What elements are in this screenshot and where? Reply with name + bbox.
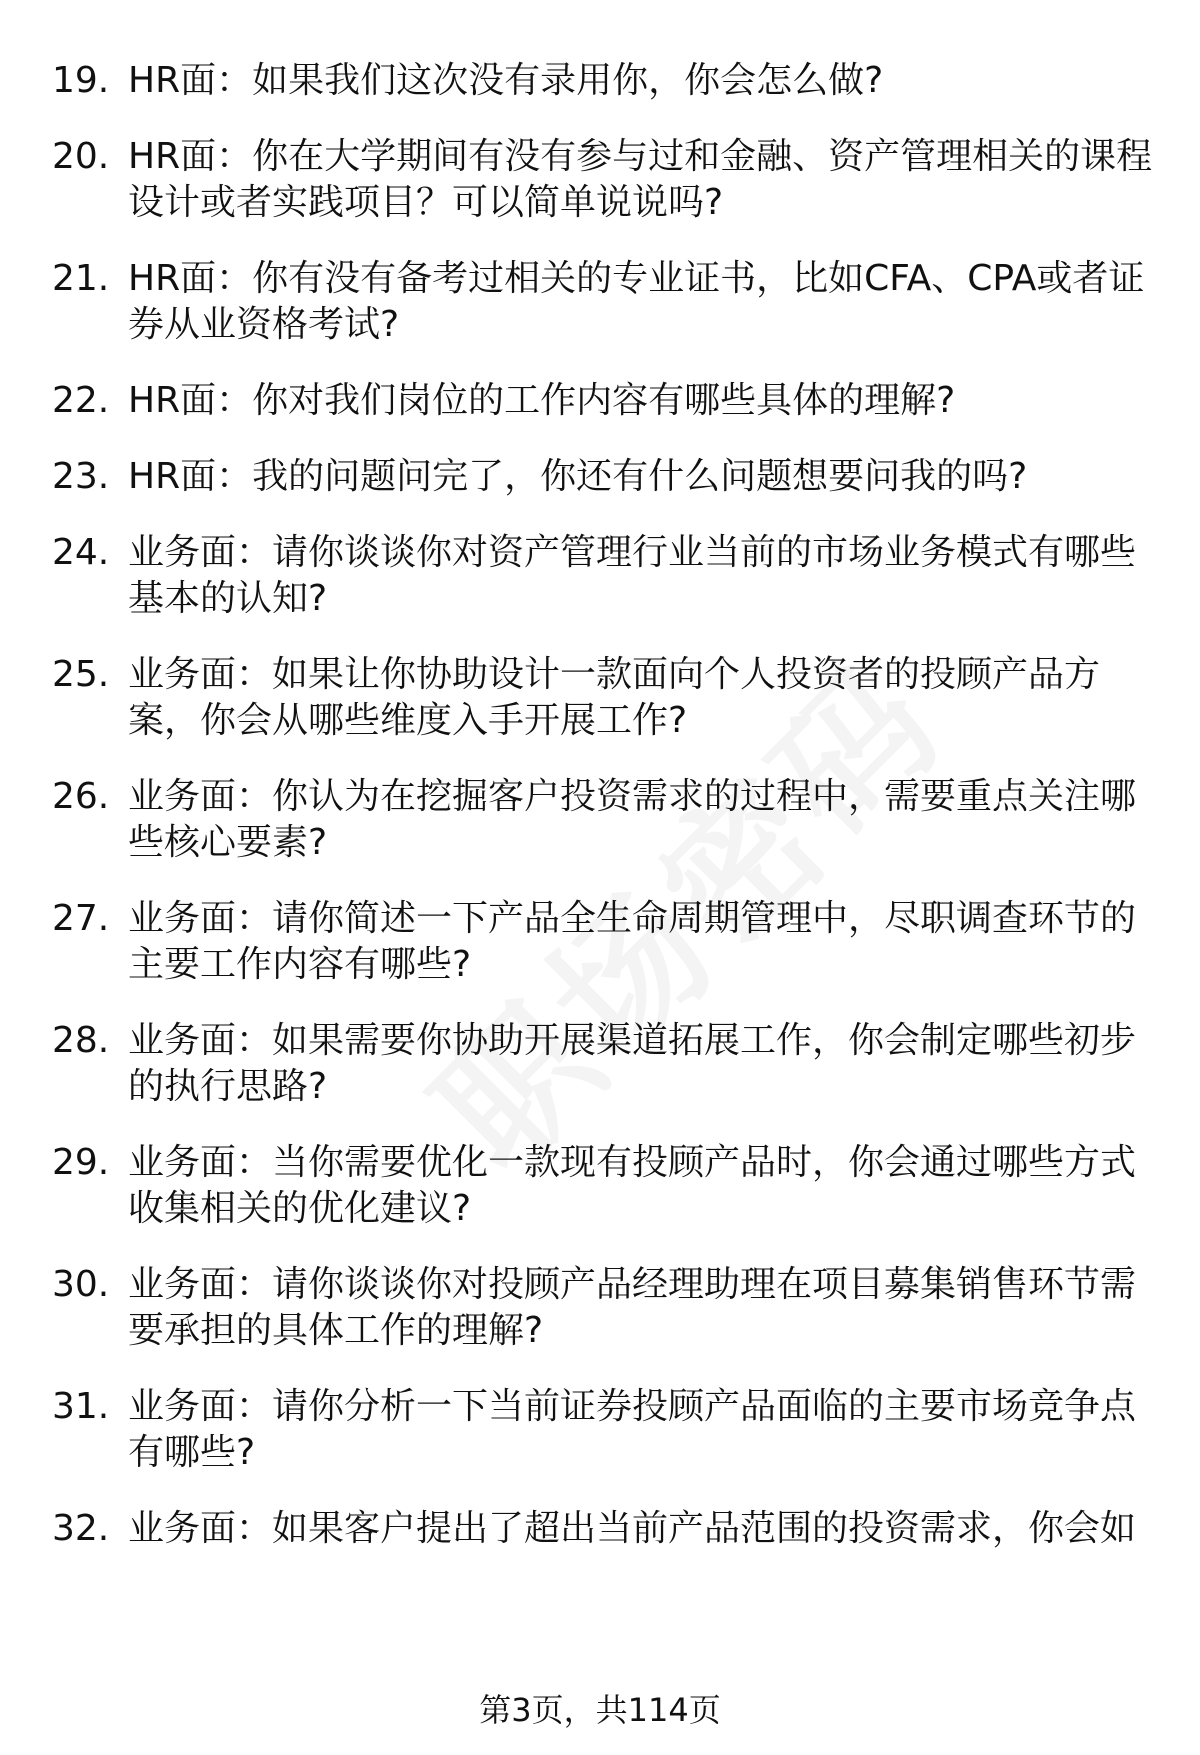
question-number: 28.	[52, 1020, 110, 1061]
question-item	[0, 1262, 1200, 1354]
question-text: 业务面：如果需要你协助开展渠道拓展工作，你会制定哪些初步的执行思路?	[128, 1020, 1137, 1107]
question-item	[0, 774, 1200, 866]
question-item	[0, 58, 1200, 104]
question-item	[0, 652, 1200, 744]
question-number: 20.	[52, 136, 110, 177]
question-number: 19.	[52, 60, 110, 101]
question-text: 业务面：如果客户提出了超出当前产品范围的投资需求，你会如	[128, 1508, 1137, 1549]
question-number: 24.	[52, 532, 110, 573]
question-number: 23.	[52, 456, 110, 497]
question-number: 25.	[52, 654, 110, 695]
question-text: HR面：你对我们岗位的工作内容有哪些具体的理解?	[128, 380, 956, 421]
question-text: 业务面：当你需要优化一款现有投顾产品时，你会通过哪些方式收集相关的优化建议?	[128, 1142, 1137, 1229]
question-item	[0, 134, 1200, 226]
question-text: 业务面：请你简述一下产品全生命周期管理中，尽职调查环节的主要工作内容有哪些?	[128, 898, 1137, 985]
question-number: 29.	[52, 1142, 110, 1183]
question-item	[0, 454, 1200, 500]
question-text: HR面：你有没有备考过相关的专业证书，比如CFA、CPA或者证券从业资格考试?	[128, 258, 1145, 345]
question-text: 业务面：请你分析一下当前证券投顾产品面临的主要市场竞争点有哪些?	[128, 1386, 1137, 1473]
question-item	[0, 1506, 1200, 1552]
question-item	[0, 530, 1200, 622]
question-text: HR面：如果我们这次没有录用你，你会怎么做?	[128, 60, 884, 101]
question-text: HR面：我的问题问完了，你还有什么问题想要问我的吗?	[128, 456, 1028, 497]
question-item	[0, 896, 1200, 988]
question-number: 31.	[52, 1386, 110, 1427]
question-item	[0, 1384, 1200, 1476]
question-item	[0, 378, 1200, 424]
question-text: HR面：你在大学期间有没有参与过和金融、资产管理相关的课程设计或者实践项目？可以简单说说吗?	[128, 136, 1153, 223]
page-footer: 第3页，共114页	[479, 1691, 721, 1729]
question-text: 业务面：请你谈谈你对投顾产品经理助理在项目募集销售环节需要承担的具体工作的理解?	[128, 1264, 1137, 1351]
question-number: 30.	[52, 1264, 110, 1305]
question-text: 业务面：请你谈谈你对资产管理行业当前的市场业务模式有哪些基本的认知?	[128, 532, 1137, 619]
question-text: 业务面：你认为在挖掘客户投资需求的过程中，需要重点关注哪些核心要素?	[128, 776, 1137, 863]
question-item	[0, 256, 1200, 348]
question-number: 21.	[52, 258, 110, 299]
question-number: 22.	[52, 380, 110, 421]
question-list	[0, 58, 1200, 1582]
question-number: 27.	[52, 898, 110, 939]
question-number: 26.	[52, 776, 110, 817]
question-item	[0, 1140, 1200, 1232]
question-text: 业务面：如果让你协助设计一款面向个人投资者的投顾产品方案，你会从哪些维度入手开展工作?	[128, 654, 1101, 741]
question-item	[0, 1018, 1200, 1110]
question-number: 32.	[52, 1508, 110, 1549]
